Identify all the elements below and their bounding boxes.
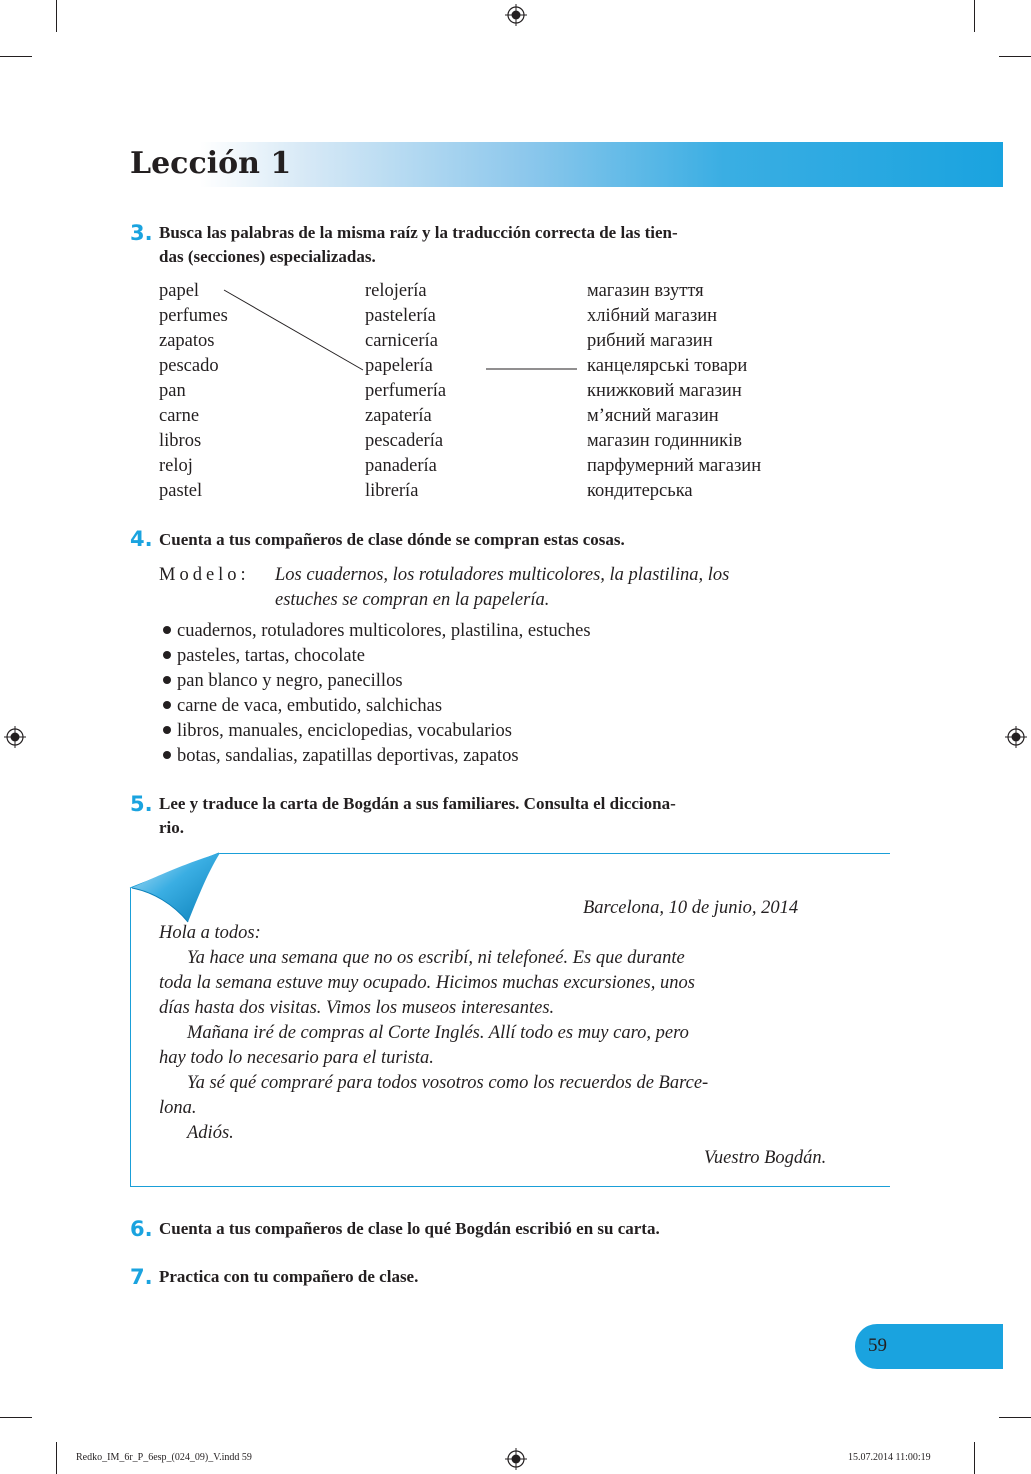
base-word: pastel [159,481,203,501]
exercise-title-line: Busca las palabras de la misma raíz y la traducción correcta de las tien- [159,223,678,242]
list-item: carne de vaca, embutido, salchichas [163,694,442,719]
shop-word: panadería [365,456,437,476]
bullet-icon [163,726,171,734]
registration-mark-icon [505,1448,527,1470]
crop-mark [0,1417,32,1418]
shop-word: pastelería [365,306,436,326]
list-item: pan blanco y negro, panecillos [163,669,403,694]
letter-line: hay todo lo necesario para el turista. [159,1048,434,1068]
matching-line [224,290,363,370]
shop-word: relojería [365,281,427,301]
base-word: libros [159,431,202,451]
translation-word: рибний магазин [587,331,713,351]
matching-lines [0,0,1031,600]
page-number: 59 [868,1335,887,1356]
translation-word: парфумерний магазин [587,456,762,476]
exercise-number: 3. [130,221,153,245]
exercise-number: 5. [130,792,153,816]
letter-closing: Adiós. [187,1123,234,1143]
base-word: reloj [159,456,193,476]
registration-mark-icon [1005,726,1027,748]
modelo-line: Los cuadernos, los rotuladores multicolores, la plastilina, los [275,565,730,585]
letter-date: Barcelona, 10 de junio, 2014 [583,898,799,918]
shop-word: pescadería [365,431,444,451]
letter-line: Mañana iré de compras al Corte Inglés. Allí todo es muy caro, pero [187,1023,689,1043]
letter-border [218,853,890,854]
translation-word: м’ясний магазин [587,406,719,426]
lesson-title: Lección 1 [130,146,292,181]
base-word: carne [159,406,200,426]
exercise-title [159,1217,899,1241]
base-word: zapatos [159,331,215,351]
exercise-title [159,528,899,552]
bullet-icon [163,751,171,759]
exercise-title-line: rio. [159,818,185,837]
base-word: pan [159,381,186,401]
letter-line: toda la semana estuve muy ocupado. Hicimos muchas excursiones, unos [159,973,695,993]
page-curl-icon [128,852,230,924]
crop-mark [56,1442,57,1474]
footer-filename: Redko_IM_6r_P_6esp_(024_09)_V.indd 59 [76,1452,252,1463]
shop-word: perfumería [365,381,447,401]
bullet-icon [163,626,171,634]
modelo-line: estuches se compran en la papelería. [275,590,550,610]
exercise-title [159,1265,899,1289]
shop-word: carnicería [365,331,438,351]
letter-line: días hasta dos visitas. Vimos los museos interesantes. [159,998,555,1018]
letter-signature: Vuestro Bogdán. [704,1148,827,1168]
letter-line: lona. [159,1098,197,1118]
modelo-label: Modelo: [159,565,250,585]
letter-border [130,1186,890,1187]
exercise-number: 6. [130,1217,153,1241]
translation-word: кондитерська [587,481,693,501]
letter-border [130,888,131,1186]
list-item: pasteles, tartas, chocolate [163,644,365,669]
exercise-number: 7. [130,1265,153,1289]
list-item: libros, manuales, enciclopedias, vocabularios [163,719,512,744]
translation-word: книжковий магазин [587,381,742,401]
shop-word: papelería [365,356,433,376]
exercise-number: 4. [130,527,153,551]
shop-word: zapatería [365,406,432,426]
exercise-title-line: Lee y traduce la carta de Bogdán a sus familiares. Consulta el dicciona- [159,794,676,813]
crop-mark [999,1417,1031,1418]
bullet-icon [163,701,171,709]
translation-word: канцелярські товари [587,356,748,376]
crop-mark [974,1442,975,1474]
modelo-example [275,563,729,613]
registration-mark-icon [4,726,26,748]
translation-word: хлібний магазин [587,306,718,326]
footer-timestamp: 15.07.2014 11:00:19 [848,1452,931,1463]
translation-word: магазин годинників [587,431,743,451]
shop-word: librería [365,481,419,501]
letter-greeting: Hola a todos: [159,923,261,943]
exercise-title-line: Practica con tu compañero de clase. [159,1267,419,1286]
base-word: pescado [159,356,219,376]
translation-word: магазин взуття [587,281,704,301]
letter-line: Ya sé qué compraré para todos vosotros como los recuerdos de Barce- [187,1073,709,1093]
base-word: perfumes [159,306,228,326]
letter-line: Ya hace una semana que no os escribí, ni telefoneé. Es que durante [187,948,685,968]
list-item: botas, sandalias, zapatillas deportivas, zapatos [163,744,519,769]
exercise-title-line: Cuenta a tus compañeros de clase lo qué Bogdán escribió en su carta. [159,1219,660,1238]
exercise-title-line: das (secciones) especializadas. [159,247,376,266]
exercise-title [159,792,899,840]
exercise-title-line: Cuenta a tus compañeros de clase dónde se compran estas cosas. [159,530,625,549]
list-item: cuadernos, rotuladores multicolores, plastilina, estuches [163,619,591,644]
bullet-icon [163,676,171,684]
bullet-icon [163,651,171,659]
base-word: papel [159,281,200,301]
